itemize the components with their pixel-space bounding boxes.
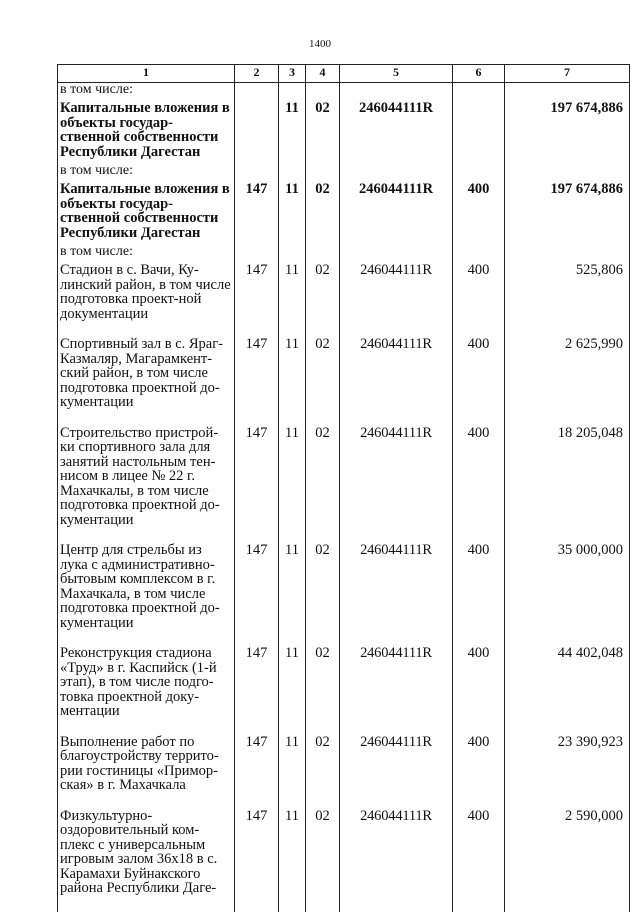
empty-cell: [279, 83, 306, 102]
target-item-code-cell: 246044111R: [340, 337, 453, 426]
table-row: [58, 101, 630, 164]
section-code-cell: 11: [279, 101, 306, 164]
amount-cell: 525,806: [505, 263, 630, 337]
section-code-cell: 11: [279, 735, 306, 809]
empty-cell: [235, 164, 279, 182]
section-code-cell: 11: [279, 263, 306, 337]
main-manager-code-cell: 147: [235, 735, 279, 809]
empty-cell: [306, 164, 340, 182]
target-item-code-cell: 246044111R: [340, 543, 453, 646]
subsection-code-cell: 02: [306, 263, 340, 337]
column-header: 5: [340, 65, 453, 83]
subsection-code-cell: 02: [306, 543, 340, 646]
empty-cell: [340, 83, 453, 102]
target-item-code-cell: 246044111R: [340, 735, 453, 809]
row-name-cell: Реконструкция стадиона «Труд» в г. Каспийск (1-й этап), в том числе подго-товка проектной доку-ментации: [58, 646, 235, 735]
empty-cell: [505, 245, 630, 263]
subtotal-note-row: [58, 164, 630, 182]
section-code-cell: 11: [279, 426, 306, 544]
empty-cell: [279, 164, 306, 182]
table-row: [58, 426, 630, 544]
amount-cell: 23 390,923: [505, 735, 630, 809]
main-manager-code-cell: 147: [235, 337, 279, 426]
section-code-cell: 11: [279, 182, 306, 245]
amount-cell: 44 402,048: [505, 646, 630, 735]
column-header: 3: [279, 65, 306, 83]
note-label: в том числе:: [58, 83, 235, 102]
subsection-code-cell: 02: [306, 337, 340, 426]
note-label: в том числе:: [58, 164, 235, 182]
main-manager-code-cell: 147: [235, 646, 279, 735]
row-name-cell: Спортивный зал в с. Яраг-Казмаляр, Магарамкент-ский район, в том числе подготовка проектной до-кументации: [58, 337, 235, 426]
empty-cell: [453, 83, 505, 102]
empty-cell: [279, 245, 306, 263]
main-manager-code-cell: [235, 101, 279, 164]
expense-type-code-cell: 400: [453, 263, 505, 337]
section-code-cell: 11: [279, 809, 306, 912]
row-name-cell: Строительство пристрой-ки спортивного зала для занятий настольным тен-нисом в лицее № 22 г. Махачкалы, в том числе подготовка проектной до-кументации: [58, 426, 235, 544]
expense-type-code-cell: 400: [453, 735, 505, 809]
table-row: [58, 543, 630, 646]
main-manager-code-cell: 147: [235, 426, 279, 544]
main-manager-code-cell: 147: [235, 263, 279, 337]
target-item-code-cell: 246044111R: [340, 101, 453, 164]
row-name-cell: Капитальные вложения в объекты государ-ственной собственности Республики Дагестан: [58, 182, 235, 245]
subsection-code-cell: 02: [306, 182, 340, 245]
amount-cell: 18 205,048: [505, 426, 630, 544]
expense-type-code-cell: 400: [453, 809, 505, 912]
target-item-code-cell: 246044111R: [340, 809, 453, 912]
expense-type-code-cell: 400: [453, 646, 505, 735]
empty-cell: [505, 83, 630, 102]
expense-type-code-cell: 400: [453, 426, 505, 544]
expense-type-code-cell: [453, 101, 505, 164]
table-row: [58, 646, 630, 735]
column-header: 2: [235, 65, 279, 83]
empty-cell: [306, 245, 340, 263]
section-code-cell: 11: [279, 543, 306, 646]
column-header: 7: [505, 65, 630, 83]
column-header: 6: [453, 65, 505, 83]
main-manager-code-cell: 147: [235, 809, 279, 912]
empty-cell: [340, 164, 453, 182]
target-item-code-cell: 246044111R: [340, 426, 453, 544]
table-body: [58, 83, 630, 912]
amount-cell: 197 674,886: [505, 101, 630, 164]
main-manager-code-cell: 147: [235, 543, 279, 646]
target-item-code-cell: 246044111R: [340, 263, 453, 337]
table-row: [58, 263, 630, 337]
amount-cell: 2 590,000: [505, 809, 630, 912]
section-code-cell: 11: [279, 337, 306, 426]
empty-cell: [306, 83, 340, 102]
column-header: 4: [306, 65, 340, 83]
section-code-cell: 11: [279, 646, 306, 735]
empty-cell: [235, 245, 279, 263]
amount-cell: 35 000,000: [505, 543, 630, 646]
target-item-code-cell: 246044111R: [340, 646, 453, 735]
expense-type-code-cell: 400: [453, 337, 505, 426]
row-name-cell: Выполнение работ по благоустройству террито-рии гостиницы «Примор-ская» в г. Махачкала: [58, 735, 235, 809]
empty-cell: [235, 83, 279, 102]
main-manager-code-cell: 147: [235, 182, 279, 245]
amount-cell: 2 625,990: [505, 337, 630, 426]
subsection-code-cell: 02: [306, 101, 340, 164]
note-label: в том числе:: [58, 245, 235, 263]
subsection-code-cell: 02: [306, 426, 340, 544]
row-name-cell: Стадион в с. Вачи, Ку-линский район, в том числе подготовка проект-ной документации: [58, 263, 235, 337]
table-row: [58, 182, 630, 245]
amount-cell: 197 674,886: [505, 182, 630, 245]
row-name-cell: Физкультурно-оздоровительный ком-плекс с универсальным игровым залом 36x18 в с. Карамахи Буйнакского района Республики Даге-: [58, 809, 235, 912]
subsection-code-cell: 02: [306, 809, 340, 912]
row-name-cell: Центр для стрельбы из лука с административно-бытовым комплексом в г. Махачкала, в том числе подготовка проектной до-кументации: [58, 543, 235, 646]
empty-cell: [505, 164, 630, 182]
target-item-code-cell: 246044111R: [340, 182, 453, 245]
table-row: [58, 337, 630, 426]
empty-cell: [453, 245, 505, 263]
subsection-code-cell: 02: [306, 735, 340, 809]
table-row: [58, 735, 630, 809]
expense-type-code-cell: 400: [453, 543, 505, 646]
expense-type-code-cell: 400: [453, 182, 505, 245]
row-name-cell: Капитальные вложения в объекты государ-ственной собственности Республики Дагестан: [58, 101, 235, 164]
subtotal-note-row: [58, 245, 630, 263]
budget-table: [57, 64, 630, 912]
subsection-code-cell: 02: [306, 646, 340, 735]
empty-cell: [340, 245, 453, 263]
column-header: 1: [58, 65, 235, 83]
header-row: [58, 65, 630, 83]
subtotal-note-row: [58, 83, 630, 102]
table-row: [58, 809, 630, 912]
page-number: 1400: [309, 38, 331, 50]
empty-cell: [453, 164, 505, 182]
